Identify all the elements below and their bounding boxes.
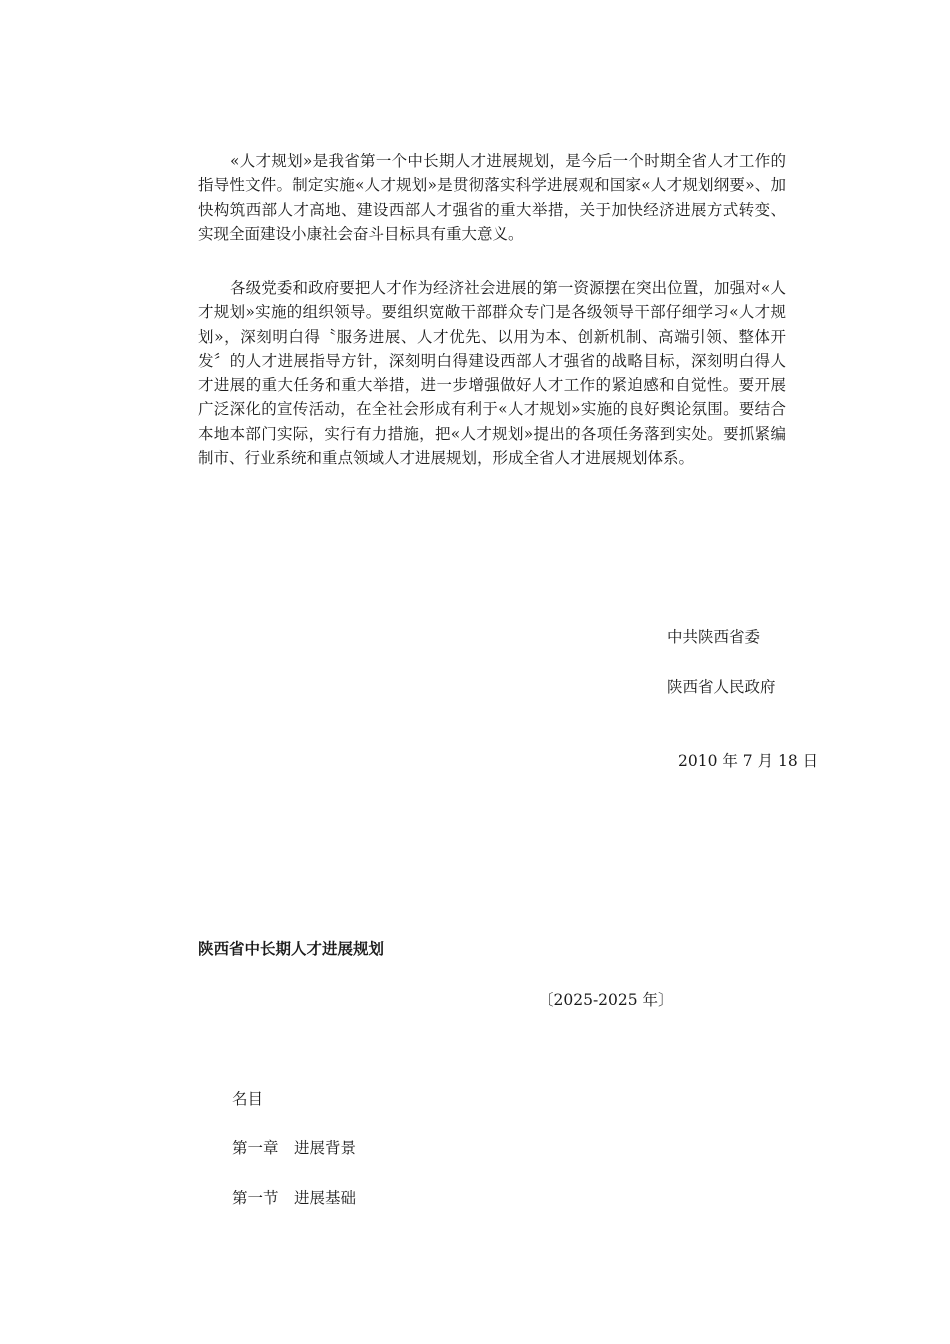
document-title: 陕西省中长期人才进展规划 — [198, 939, 385, 958]
toc-section-1: 第一节 进展基础 — [232, 1189, 357, 1207]
toc-chapter-1: 第一章 进展背景 — [232, 1139, 357, 1157]
body-paragraph-1: «人才规划»是我省第一个中长期人才进展规划，是今后一个时期全省人才工作的指导性文件。制定实施«人才规划»是贯彻落实科学进展观和国家«人才规划纲要»、加快构筑西部人才高地、建设西部人才强省的重大举措，关于加快经济进展方式转变、实现全面建设小康社会奋斗目标具有重大意义。 — [198, 152, 786, 243]
toc-heading: 名目 — [232, 1090, 264, 1108]
signature-date: 2010 年 7 月 18 日 — [678, 752, 819, 770]
signature-org-government: 陕西省人民政府 — [667, 678, 776, 696]
body-paragraph-2: 各级党委和政府要把人才作为经济社会进展的第一资源摆在突出位置，加强对«人才规划»实施的组织领导。要组织宽敞干部群众专门是各级领导干部仔细学习«人才规划»，深刻明白得〝服务进展、人才优先、以用为本、创新机制、高端引领、整体开发〞的人才进展指导方针，深刻明白得建设西部人才强省的战略目标，深刻明白得人才进展的重大任务和重大举措，进一步增强做好人才工作的紧迫感和自觉性。要开展广泛深化的宣传活动，在全社会形成有利于«人才规划»实施的良好舆论氛围。要结合本地本部门实际，实行有力措施，把«人才规划»提出的各项任务落到实处。要抓紧编制市、行业系统和重点领域人才进展规划，形成全省人才进展规划体系。 — [198, 279, 786, 468]
signature-org-party-committee: 中共陕西省委 — [667, 628, 761, 646]
document-period: 〔2025-2025 年〕 — [538, 991, 674, 1009]
